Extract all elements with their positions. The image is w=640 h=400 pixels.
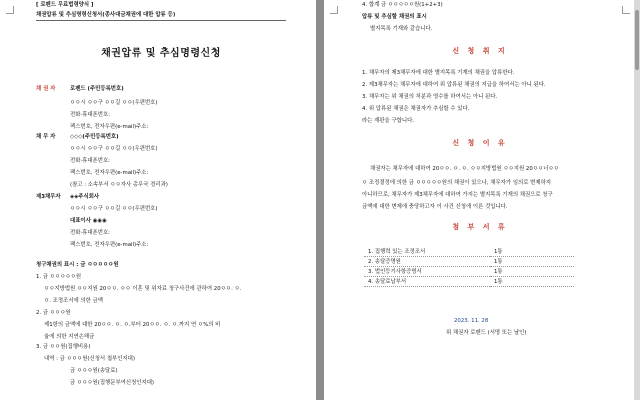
attachments-section-title: 첨 부 서 류	[452, 223, 508, 231]
claim-item-1-desc: ㅇㅇ지방법원 ㅇㅇ지원 20ㅇㅇ. ㅇㅇ 이혼 및 위자료 청구사건에 관하여 20ㅇㅇ. ㅇ.	[44, 286, 242, 292]
creditor-phone: 전화·휴대폰번호:	[70, 112, 110, 118]
creditor-fax: 팩스번호, 전자우편(e-mail)주소:	[70, 124, 149, 130]
attachment-name: 3. 법인등기사항증명서	[364, 266, 490, 276]
document-title: 채권압류 및 추심명령신청	[101, 48, 221, 59]
attachment-name: 1. 집행력 있는 조정조서	[364, 246, 490, 256]
header-subtitle: 채권압류 및 추심명령신청서(종사대금채권에 대한 압류 등)	[36, 12, 176, 18]
attachment-row	[364, 246, 574, 256]
debtor-name: ◇◇◇(주민등록번호)	[70, 134, 119, 140]
third-debtor-representative: 대표이사 ◉◉◉	[70, 218, 107, 224]
claim-item-3: 3. 금 ㅇㅇ원(집행비용)	[36, 344, 91, 350]
cost-detail-3: 금 ㅇㅇㅇ원(집행문부여신청인지대)	[70, 380, 155, 386]
third-debtor-fax: 팩스번호, 전자우편(e-mail)주소:	[70, 242, 149, 248]
reason-line-1: 채권자는 채무자에 대하여 20ㅇㅇ. ㅇ. ㅇ. ㅇㅇ지방법원 ㅇㅇ지원 20ㅇㅇ너ㅇㅇ	[370, 166, 559, 172]
attachments-table	[364, 246, 574, 287]
target-heading: 압류 및 추심할 채권의 표시	[362, 14, 427, 20]
attachment-row	[364, 276, 574, 286]
debtor-address: ㅇㅇ시 ㅇㅇ구 ㅇㅇ길 ㅇㅇ(우편번호)	[70, 146, 158, 152]
intent-section-title: 신 청 취 지	[452, 47, 508, 55]
third-debtor-address: ㅇㅇ시 ㅇㅇ구 ㅇㅇ길 ㅇㅇ(우편번호)	[70, 206, 158, 212]
claim-item-1-desc-cont: ㅇ. 조정조서에 의한 금액	[44, 298, 103, 304]
claim-item-1: 1. 금 ㅇㅇㅇㅇㅇ원	[36, 274, 82, 280]
target-description: 별지목록 기재와 같습니다.	[370, 26, 433, 32]
intent-item-2: 2. 제3채무자는 채무자에 대하여 위 압류된 채권의 지급을 하여서는 아니 된다.	[362, 82, 546, 88]
intent-item-4: 4. 위 압류된 채권은 채권자가 추심할 수 있다.	[362, 106, 470, 112]
attachment-count: 1통	[490, 256, 574, 266]
cost-detail-2: 금 ㅇㅇㅇ원(송달료)	[70, 368, 118, 374]
creditor-name: 로펜드 (주민등록번호)	[70, 86, 124, 92]
attachment-name: 4. 송달료납부서	[364, 276, 490, 286]
claim-item-2-desc: 제1항의 금액에 대한 20ㅇㅇ. ㅇ. ㅇ.부터 20ㅇㅇ. ㅇ. ㅇ.까지 연 ㅇ%의 비	[44, 322, 221, 328]
cost-detail-1: 내역 : 금 ㅇㅇㅇ원(신청서 첩부인지대)	[44, 356, 135, 362]
total-amount: 4. 합계 금 ㅇㅇㅇㅇㅇ원(1+2+3)	[362, 2, 443, 8]
debtor-reference: (참고 : 소속부서 ㅇㅇ자사 총무국 경리과)	[70, 182, 168, 188]
debtor-fax: 팩스번호, 전자우편(e-mail)주소:	[70, 170, 149, 176]
claim-heading: 청구채권의 표시 : 금 ㅇㅇㅇㅇㅇ원	[36, 262, 119, 268]
vertical-scrollbar[interactable]	[634, 0, 640, 400]
debtor-phone: 전화·휴대폰번호:	[70, 158, 110, 164]
reason-line-2: ㅇ 조정결정에 의한 금 ㅇㅇㅇㅇㅇ원의 채권이 있으나, 채무자가 임의로 변제하지	[362, 180, 551, 186]
third-debtor-phone: 전화·휴대폰번호:	[70, 230, 110, 236]
third-debtor-label: 제3채무자	[36, 194, 61, 200]
intent-item-1: 1. 채무자의 제3채무자에 대한 별지목록 기재의 채권을 압류한다.	[362, 70, 515, 76]
third-debtor-name: ◈◈주식회사	[70, 194, 100, 200]
page-corner-mark	[622, 6, 630, 14]
signature-date: 2023. 11. 28	[454, 318, 489, 324]
creditor-label: 채 권 자	[36, 86, 56, 92]
reason-section-title: 신 청 이 유	[452, 139, 508, 147]
signature-line: 위 채권자 로펜드 (서명 또는 날인)	[446, 330, 527, 336]
attachment-count: 1통	[490, 276, 574, 286]
header-tag: [ 로펜드 무료법령양식 ]	[36, 2, 94, 8]
attachment-row	[364, 266, 574, 276]
claim-item-2-desc-cont: 율에 의한 지연손해금	[44, 334, 95, 340]
page-gap	[316, 0, 324, 400]
attachment-count: 1통	[490, 266, 574, 276]
creditor-address: ㅇㅇ시 ㅇㅇ구 ㅇㅇ길 ㅇㅇ(우편번호)	[70, 100, 158, 106]
intent-closing: 라는 재판을 구합니다.	[362, 118, 415, 124]
intent-item-3: 3. 채무자는 위 채권의 처분과 영수를 하여서는 아니 된다.	[362, 94, 498, 100]
page-corner-mark	[330, 6, 338, 14]
document-page-left	[0, 0, 316, 400]
attachment-count: 1통	[490, 246, 574, 256]
attachment-name: 2. 송달증명원	[364, 256, 490, 266]
page-corner-mark	[6, 6, 14, 14]
reason-line-3: 아니하므로, 채무자가 제3채무자에 대하여 가지는 별지목록 기재의 채권으로 청구	[362, 192, 553, 198]
attachment-row	[364, 256, 574, 266]
debtor-label: 채 무 자	[36, 134, 56, 140]
header-divider	[36, 20, 286, 21]
document-page-right	[324, 0, 640, 400]
scrollbar-thumb[interactable]	[635, 10, 639, 70]
claim-item-2: 2. 금 ㅇㅇㅇ원	[36, 310, 71, 316]
reason-line-4: 금액에 대한 변제에 충당하고자 이 사건 신청에 이른 것입니다.	[362, 204, 508, 210]
